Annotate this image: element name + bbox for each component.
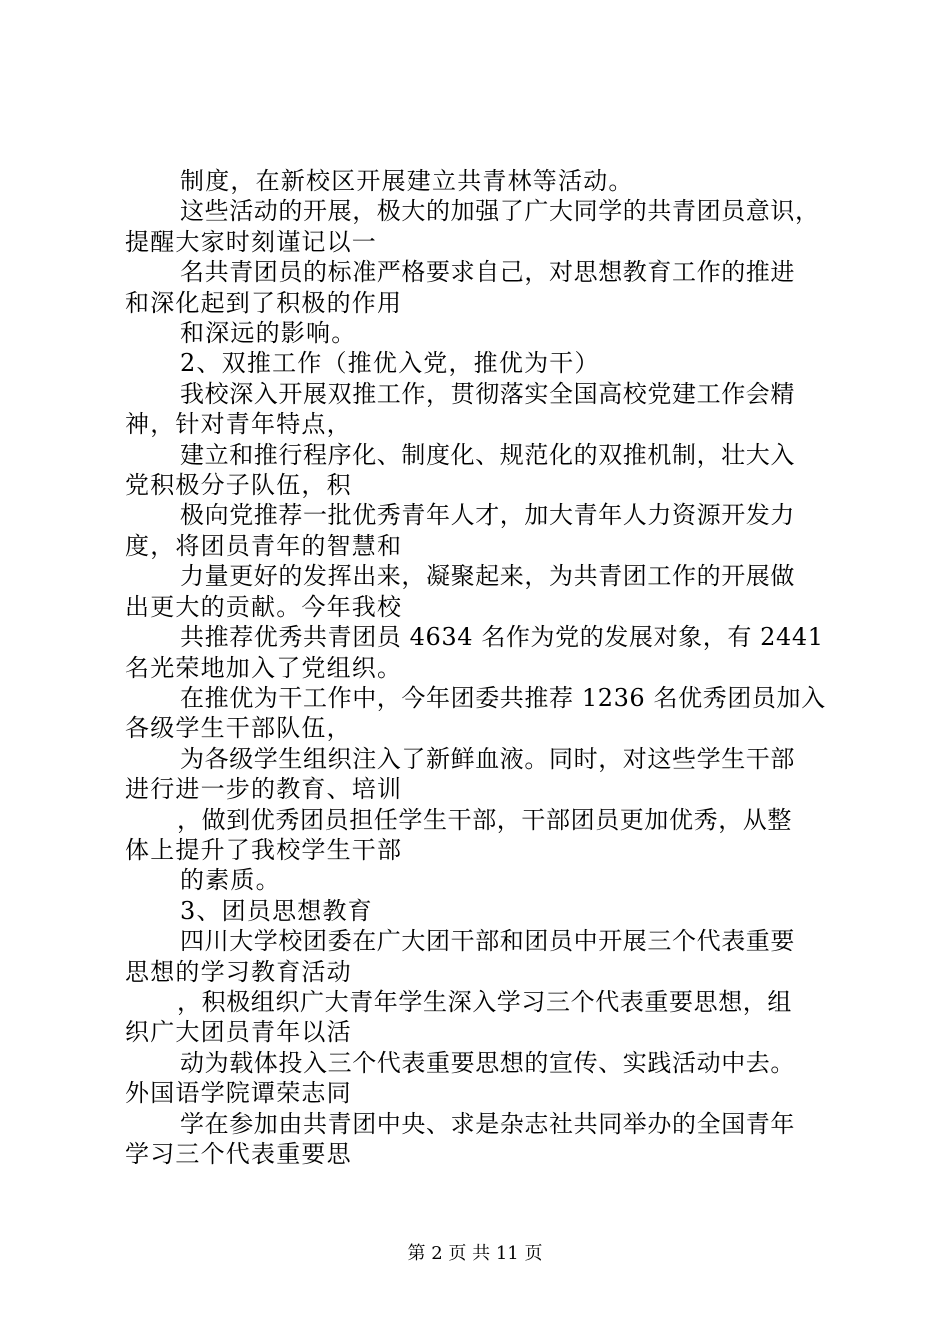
text-line: 体上提升了我校学生干部 <box>125 835 403 864</box>
text-line: 为各级学生组织注入了新鲜血液。同时，对这些学生干部 <box>180 744 795 773</box>
text-line: 度，将团员青年的智慧和 <box>125 531 403 560</box>
text-line: 外国语学院谭荣志同 <box>125 1079 352 1108</box>
text-line: 在推优为干工作中，今年团委共推荐 1236 名优秀团员加入 <box>180 683 826 712</box>
text-line: 制度，在新校区开展建立共青林等活动。 <box>180 167 634 195</box>
text-line: 四川大学校团委在广大团干部和团员中开展三个代表重要 <box>180 927 795 956</box>
text-line: 力量更好的发挥出来，凝聚起来，为共青团工作的开展做 <box>180 562 795 591</box>
body-text <box>125 166 837 1169</box>
text-line: 名光荣地加入了党组织。 <box>125 653 403 682</box>
text-line: 和深远的影响。 <box>180 319 357 348</box>
text-line: 进行进一步的教育、培训 <box>125 775 403 804</box>
text-line: 学在参加由共青团中央、求是杂志社共同举办的全国青年 <box>180 1109 795 1138</box>
text-line: ，做到优秀团员担任学生干部，干部团员更加优秀，从整 <box>177 805 792 834</box>
text-line: 神，针对青年特点， <box>125 410 352 439</box>
section-heading: 3、团员思想教育 <box>180 896 373 925</box>
text-line: 思想的学习教育活动 <box>125 957 352 986</box>
text-line: 和深化起到了积极的作用 <box>125 288 403 317</box>
text-line: 各级学生干部队伍， <box>125 714 352 743</box>
text-line: 学习三个代表重要思 <box>125 1140 352 1168</box>
section-heading: 2、双推工作（推优入党，推优为干） <box>180 349 600 378</box>
text-line: 这些活动的开展，极大的加强了广大同学的共青团员意识， <box>180 197 820 226</box>
text-line: 共推荐优秀共青团员 4634 名作为党的发展对象，有 2441 <box>180 623 824 652</box>
text-line: 织广大团员青年以活 <box>125 1018 352 1047</box>
text-line: 出更大的贡献。今年我校 <box>125 592 403 621</box>
page-footer: 第 2 页 共 11 页 <box>407 1243 543 1264</box>
text-line: 党积极分子队伍，积 <box>125 471 352 500</box>
text-line: 极向党推荐一批优秀青年人才，加大青年人力资源开发力 <box>180 501 795 530</box>
text-line: 我校深入开展双推工作，贯彻落实全国高校党建工作会精 <box>180 379 795 408</box>
text-line: 名共青团员的标准严格要求自己，对思想教育工作的推进 <box>180 258 795 287</box>
text-line: 动为载体投入三个代表重要思想的宣传、实践活动中去。 <box>180 1048 795 1077</box>
text-line: 提醒大家时刻谨记以一 <box>125 227 377 256</box>
text-line: ，积极组织广大青年学生深入学习三个代表重要思想，组 <box>177 987 792 1016</box>
text-line: 建立和推行程序化、制度化、规范化的双推机制，壮大入 <box>180 440 795 469</box>
text-line: 的素质。 <box>180 866 281 895</box>
